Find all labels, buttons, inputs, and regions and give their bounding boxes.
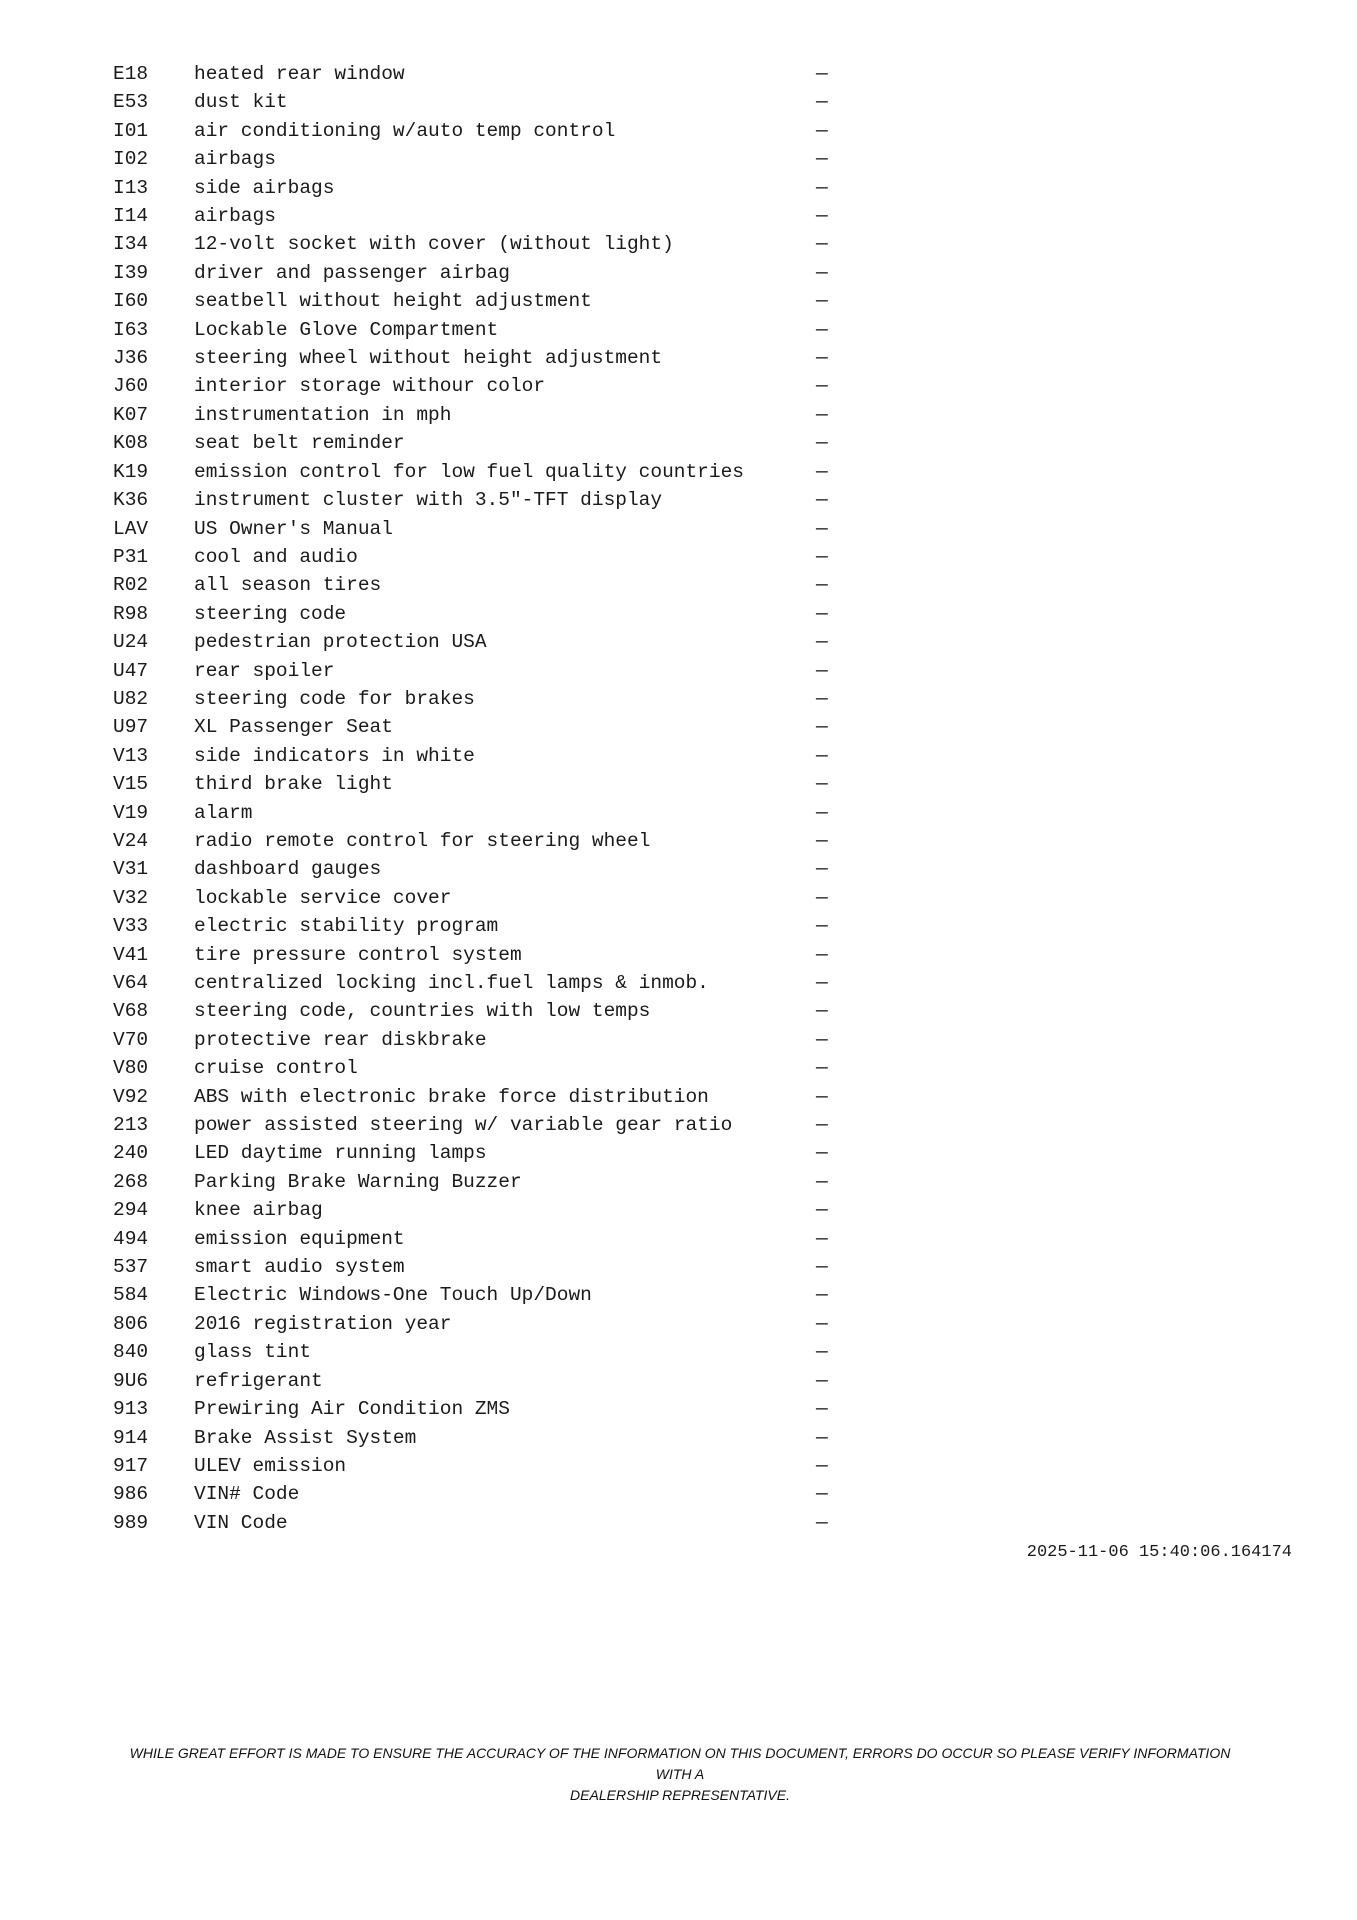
option-row: [113, 1026, 833, 1054]
option-code: I60: [113, 290, 149, 313]
option-code: I02: [113, 148, 149, 171]
option-value: —: [816, 1426, 828, 1449]
option-code: 806: [113, 1312, 149, 1335]
option-description: side airbags: [194, 176, 335, 199]
option-value: —: [816, 915, 828, 938]
option-code: I01: [113, 119, 149, 142]
option-row: [113, 1139, 833, 1167]
option-row: [113, 827, 833, 855]
option-code: U24: [113, 631, 149, 654]
option-row: [113, 1310, 833, 1338]
option-value: —: [816, 1284, 828, 1307]
option-row: [113, 1054, 833, 1082]
option-description: steering code: [194, 602, 347, 625]
option-row: [113, 543, 833, 571]
option-description: interior storage withour color: [194, 375, 546, 398]
option-code: I14: [113, 205, 149, 228]
option-value: —: [816, 261, 828, 284]
option-description: glass tint: [194, 1341, 312, 1364]
option-description: US Owner's Manual: [194, 517, 393, 540]
option-row: [113, 770, 833, 798]
option-value: —: [816, 176, 828, 199]
option-code: V24: [113, 829, 149, 852]
option-description: XL Passenger Seat: [194, 716, 393, 739]
option-code: V68: [113, 1000, 149, 1023]
option-code: U97: [113, 716, 149, 739]
option-row: [113, 713, 833, 741]
option-code: 494: [113, 1227, 149, 1250]
option-description: seatbell without height adjustment: [194, 290, 592, 313]
option-description: driver and passenger airbag: [194, 261, 510, 284]
option-code: U82: [113, 687, 149, 710]
option-value: —: [816, 517, 828, 540]
option-description: dust kit: [194, 91, 288, 114]
option-code: 840: [113, 1341, 149, 1364]
option-value: —: [816, 545, 828, 568]
option-description: rear spoiler: [194, 659, 335, 682]
option-value: —: [816, 347, 828, 370]
option-code: 913: [113, 1398, 149, 1421]
option-description: Lockable Glove Compartment: [194, 318, 499, 341]
option-row: [113, 145, 833, 173]
option-description: Parking Brake Warning Buzzer: [194, 1170, 522, 1193]
option-value: —: [816, 574, 828, 597]
option-value: —: [816, 1142, 828, 1165]
option-value: —: [816, 91, 828, 114]
option-description: instrumentation in mph: [194, 403, 452, 426]
option-code: J60: [113, 375, 149, 398]
option-row: [113, 429, 833, 457]
option-value: —: [816, 744, 828, 767]
option-value: —: [816, 1199, 828, 1222]
option-description: airbags: [194, 148, 276, 171]
option-row: [113, 1367, 833, 1395]
option-code: J36: [113, 347, 149, 370]
option-code: P31: [113, 545, 149, 568]
option-row: [113, 884, 833, 912]
option-code: V33: [113, 915, 149, 938]
option-row: [113, 1281, 833, 1309]
option-row: [113, 1196, 833, 1224]
option-description: pedestrian protection USA: [194, 631, 487, 654]
option-value: —: [816, 63, 828, 85]
option-code: K08: [113, 432, 149, 455]
option-value: —: [816, 801, 828, 824]
option-value: —: [816, 659, 828, 682]
option-description: cruise control: [194, 1057, 358, 1080]
option-row: [113, 230, 833, 258]
option-row: [113, 401, 833, 429]
option-code: I34: [113, 233, 149, 256]
option-code: 9U6: [113, 1369, 149, 1392]
option-code: 294: [113, 1199, 149, 1222]
option-description: power assisted steering w/ variable gear ratio: [194, 1114, 733, 1137]
option-value: —: [816, 403, 828, 426]
option-code: U47: [113, 659, 149, 682]
option-description: ABS with electronic brake force distribution: [194, 1085, 709, 1108]
option-code: I13: [113, 176, 149, 199]
option-value: —: [816, 773, 828, 796]
option-row: [113, 1395, 833, 1423]
option-value: —: [816, 1511, 828, 1534]
option-code: 268: [113, 1170, 149, 1193]
option-code: V19: [113, 801, 149, 824]
option-row: [113, 316, 833, 344]
option-row: [113, 202, 833, 230]
option-description: dashboard gauges: [194, 858, 382, 881]
option-row: [113, 372, 833, 400]
option-row: [113, 997, 833, 1025]
option-value: —: [816, 489, 828, 512]
option-description: knee airbag: [194, 1199, 323, 1222]
option-row: [113, 1480, 833, 1508]
option-code: V92: [113, 1085, 149, 1108]
option-description: steering wheel without height adjustment: [194, 347, 663, 370]
option-code: V64: [113, 972, 149, 994]
option-description: steering code for brakes: [194, 687, 475, 710]
option-row: [113, 799, 833, 827]
disclaimer-line-2: DEALERSHIP REPRESENTATIVE.: [570, 1787, 790, 1803]
option-value: —: [816, 1170, 828, 1193]
options-list: [113, 60, 833, 1537]
option-row: [113, 344, 833, 372]
option-description: emission equipment: [194, 1227, 405, 1250]
option-value: —: [816, 1057, 828, 1080]
option-description: emission control for low fuel quality countries: [194, 460, 744, 483]
option-value: —: [816, 972, 828, 994]
option-code: V80: [113, 1057, 149, 1080]
option-value: —: [816, 943, 828, 966]
option-row: [113, 1424, 833, 1452]
option-row: [113, 600, 833, 628]
option-description: airbags: [194, 205, 276, 228]
option-description: 12-volt socket with cover (without light): [194, 233, 674, 256]
option-value: —: [816, 148, 828, 171]
option-value: —: [816, 1085, 828, 1108]
option-row: [113, 259, 833, 287]
disclaimer-line-1: WHILE GREAT EFFORT IS MADE TO ENSURE THE ACCURACY OF THE INFORMATION ON THIS DOCUMENT, ERRORS DO OCCUR SO PLEASE VERIFY INFORMATION WITH A: [129, 1745, 1231, 1782]
option-row: [113, 1168, 833, 1196]
option-row: [113, 912, 833, 940]
option-row: [113, 657, 833, 685]
option-value: —: [816, 602, 828, 625]
option-description: VIN# Code: [194, 1483, 300, 1506]
option-code: 537: [113, 1256, 149, 1279]
option-code: E53: [113, 91, 149, 114]
option-description: seat belt reminder: [194, 432, 405, 455]
option-value: —: [816, 205, 828, 228]
option-value: —: [816, 716, 828, 739]
option-value: —: [816, 1256, 828, 1279]
option-code: K19: [113, 460, 149, 483]
option-value: —: [816, 1398, 828, 1421]
option-code: V15: [113, 773, 149, 796]
option-value: —: [816, 829, 828, 852]
option-description: smart audio system: [194, 1256, 405, 1279]
option-code: V31: [113, 858, 149, 881]
option-code: V70: [113, 1028, 149, 1051]
option-value: —: [816, 1000, 828, 1023]
option-value: —: [816, 1454, 828, 1477]
option-row: [113, 1253, 833, 1281]
option-value: —: [816, 1028, 828, 1051]
option-description: centralized locking incl.fuel lamps & inmob.: [194, 972, 709, 994]
option-row: [113, 1083, 833, 1111]
option-code: 584: [113, 1284, 149, 1307]
option-row: [113, 1509, 833, 1537]
option-row: [113, 515, 833, 543]
option-description: ULEV emission: [194, 1454, 347, 1477]
option-value: —: [816, 375, 828, 398]
option-description: Prewiring Air Condition ZMS: [194, 1398, 510, 1421]
option-code: 213: [113, 1114, 149, 1137]
option-description: tire pressure control system: [194, 943, 522, 966]
option-value: —: [816, 1341, 828, 1364]
option-value: —: [816, 318, 828, 341]
disclaimer: [110, 1743, 1250, 1806]
option-row: [113, 685, 833, 713]
option-row: [113, 60, 833, 88]
option-value: —: [816, 1227, 828, 1250]
option-description: all season tires: [194, 574, 382, 597]
option-description: lockable service cover: [194, 886, 452, 909]
option-code: 917: [113, 1454, 149, 1477]
option-value: —: [816, 1483, 828, 1506]
option-row: [113, 1338, 833, 1366]
option-code: R98: [113, 602, 149, 625]
option-value: —: [816, 631, 828, 654]
option-row: [113, 486, 833, 514]
option-description: radio remote control for steering wheel: [194, 829, 651, 852]
option-code: K36: [113, 489, 149, 512]
option-code: I39: [113, 261, 149, 284]
option-code: 240: [113, 1142, 149, 1165]
option-code: E18: [113, 63, 149, 85]
option-code: LAV: [113, 517, 149, 540]
option-row: [113, 287, 833, 315]
option-row: [113, 174, 833, 202]
option-code: 989: [113, 1511, 149, 1534]
option-value: —: [816, 687, 828, 710]
option-code: K07: [113, 403, 149, 426]
option-code: V41: [113, 943, 149, 966]
option-description: refrigerant: [194, 1369, 323, 1392]
option-row: [113, 855, 833, 883]
option-value: —: [816, 432, 828, 455]
option-description: cool and audio: [194, 545, 358, 568]
option-value: —: [816, 886, 828, 909]
option-value: —: [816, 290, 828, 313]
option-value: —: [816, 119, 828, 142]
option-value: —: [816, 858, 828, 881]
option-description: heated rear window: [194, 63, 405, 85]
option-value: —: [816, 1369, 828, 1392]
option-description: instrument cluster with 3.5"-TFT display: [194, 489, 663, 512]
option-row: [113, 571, 833, 599]
option-code: I63: [113, 318, 149, 341]
option-description: third brake light: [194, 773, 393, 796]
option-description: Brake Assist System: [194, 1426, 417, 1449]
option-description: steering code, countries with low temps: [194, 1000, 651, 1023]
option-code: V13: [113, 744, 149, 767]
option-row: [113, 458, 833, 486]
option-code: R02: [113, 574, 149, 597]
option-row: [113, 117, 833, 145]
option-code: V32: [113, 886, 149, 909]
option-description: air conditioning w/auto temp control: [194, 119, 616, 142]
option-description: side indicators in white: [194, 744, 475, 767]
option-description: electric stability program: [194, 915, 499, 938]
option-description: Electric Windows-One Touch Up/Down: [194, 1284, 592, 1307]
option-row: [113, 1225, 833, 1253]
option-value: —: [816, 233, 828, 256]
timestamp: 2025-11-06 15:40:06.164174: [1026, 1543, 1292, 1562]
option-row: [113, 1452, 833, 1480]
option-row: [113, 969, 833, 997]
option-row: [113, 941, 833, 969]
option-value: —: [816, 1114, 828, 1137]
option-description: alarm: [194, 801, 253, 824]
option-row: [113, 1111, 833, 1139]
option-value: —: [816, 460, 828, 483]
option-description: protective rear diskbrake: [194, 1028, 487, 1051]
option-row: [113, 742, 833, 770]
option-description: 2016 registration year: [194, 1312, 452, 1335]
option-description: LED daytime running lamps: [194, 1142, 487, 1165]
option-row: [113, 88, 833, 116]
option-value: —: [816, 1312, 828, 1335]
option-description: VIN Code: [194, 1511, 288, 1534]
option-code: 914: [113, 1426, 149, 1449]
option-row: [113, 628, 833, 656]
option-code: 986: [113, 1483, 149, 1506]
